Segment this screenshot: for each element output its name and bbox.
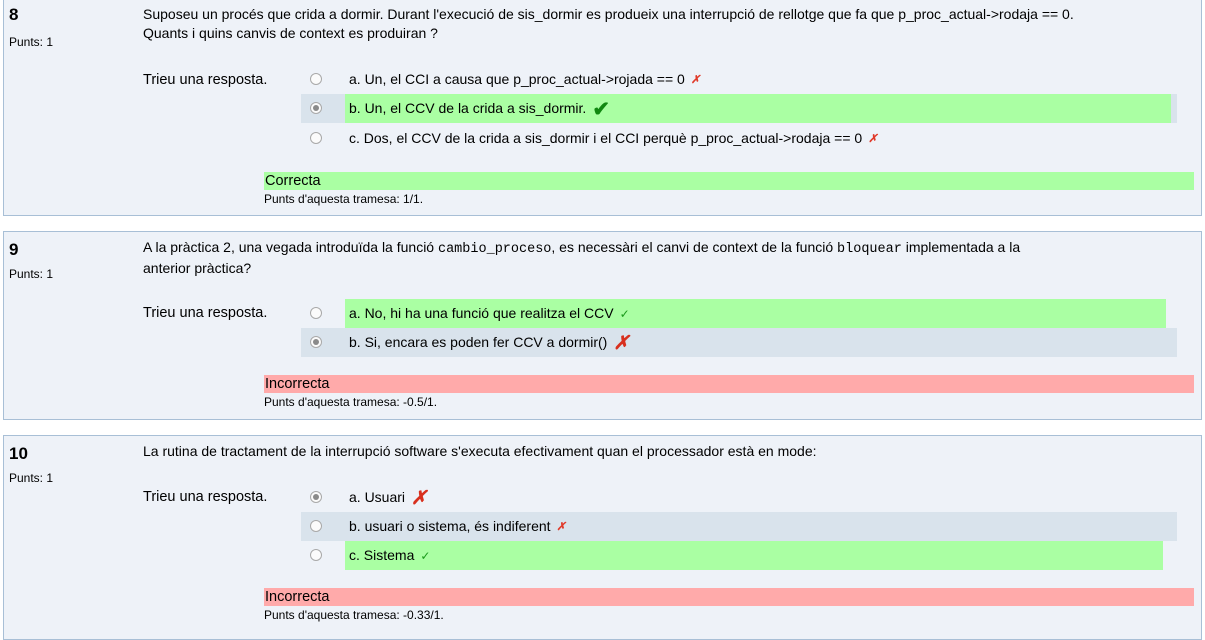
radio-button-selected[interactable] (310, 102, 322, 114)
option-label[interactable]: a. Usuari ✗ (345, 483, 427, 512)
incorrect-icon: ✗ (556, 520, 566, 533)
answer-prompt: Trieu una resposta. (143, 489, 268, 505)
radio-button[interactable] (310, 132, 322, 144)
question-8 (3, 0, 1202, 216)
option-a[interactable] (301, 65, 1177, 94)
option-a[interactable] (301, 299, 1177, 328)
question-text (143, 238, 1199, 278)
answer-prompt: Trieu una resposta. (143, 305, 268, 321)
question-points: Punts: 1 (9, 471, 54, 485)
option-label[interactable]: c. Dos, el CCV de la crida a sis_dormir i el CCI perquè p_proc_actual->rodaja == 0 ✗ (345, 124, 877, 153)
incorrect-icon: ✗ (868, 132, 878, 145)
grade-banner: Incorrecta (264, 375, 1194, 393)
radio-button[interactable] (310, 520, 322, 532)
option-a[interactable] (301, 483, 1177, 512)
option-b[interactable] (301, 94, 1177, 123)
radio-button-selected[interactable] (310, 336, 322, 348)
question-number: 10 (9, 444, 28, 463)
question-text-line: anterior pràctica? (143, 260, 252, 276)
question-text-line: Suposeu un procés que crida a dormir. Durant l'execució de sis_dormir es produeix una interrupció de rellotge que fa que p_proc_actual->rodaja == 0. (143, 6, 1074, 22)
radio-button[interactable] (310, 73, 322, 85)
question-9 (3, 231, 1202, 420)
incorrect-icon: ✗ (613, 332, 630, 354)
option-label[interactable]: b. usuari o sistema, és indiferent ✗ (345, 512, 566, 541)
option-c[interactable] (301, 541, 1177, 570)
question-text-line: La rutina de tractament de la interrupció software s'executa efectivament quan el processador està en mode: (143, 443, 817, 459)
option-label[interactable]: a. No, hi ha una funció que realitza el CCV ✓ (345, 299, 1166, 328)
question-points: Punts: 1 (9, 267, 54, 281)
submission-points: Punts d'aquesta tramesa: 1/1. (264, 192, 424, 206)
question-number: 9 (9, 240, 19, 259)
submission-points: Punts d'aquesta tramesa: -0.33/1. (264, 608, 444, 622)
option-label[interactable]: a. Un, el CCI a causa que p_proc_actual->rojada == 0 ✗ (345, 65, 700, 94)
incorrect-icon: ✗ (690, 73, 701, 86)
option-b[interactable] (301, 328, 1177, 357)
question-text (143, 5, 1199, 43)
question-text (143, 442, 1199, 461)
question-number: 8 (9, 5, 19, 24)
correct-check-icon: ✓ (420, 548, 431, 563)
question-10 (3, 435, 1202, 640)
question-text-line: Quants i quins canvis de context es produiran ? (143, 25, 438, 41)
radio-button[interactable] (310, 549, 322, 561)
incorrect-icon: ✗ (411, 487, 427, 509)
code-term: cambio_proceso (437, 242, 552, 257)
option-b[interactable] (301, 512, 1177, 541)
question-points: Punts: 1 (9, 35, 54, 49)
option-c[interactable] (301, 124, 1177, 153)
option-label[interactable]: b. Un, el CCV de la crida a sis_dormir. ✔ (345, 94, 1171, 123)
correct-check-icon: ✓ (619, 306, 630, 321)
grade-banner: Incorrecta (264, 588, 1194, 606)
radio-button[interactable] (310, 307, 322, 319)
option-label[interactable]: b. Si, encara es poden fer CCV a dormir() ✗ (345, 328, 629, 357)
answer-prompt: Trieu una resposta. (143, 72, 268, 88)
grade-banner: Correcta (264, 172, 1194, 190)
submission-points: Punts d'aquesta tramesa: -0.5/1. (264, 395, 438, 409)
option-label[interactable]: c. Sistema ✓ (345, 541, 1163, 570)
code-term: bloquear (837, 242, 902, 257)
radio-button-selected[interactable] (310, 491, 322, 503)
question-text-line: A la pràctica 2, una vegada introduïda la funció cambio_proceso, es necessàri el canvi de context de la funció bloquear implementada a la (143, 239, 1021, 257)
correct-check-icon: ✔ (592, 97, 610, 121)
